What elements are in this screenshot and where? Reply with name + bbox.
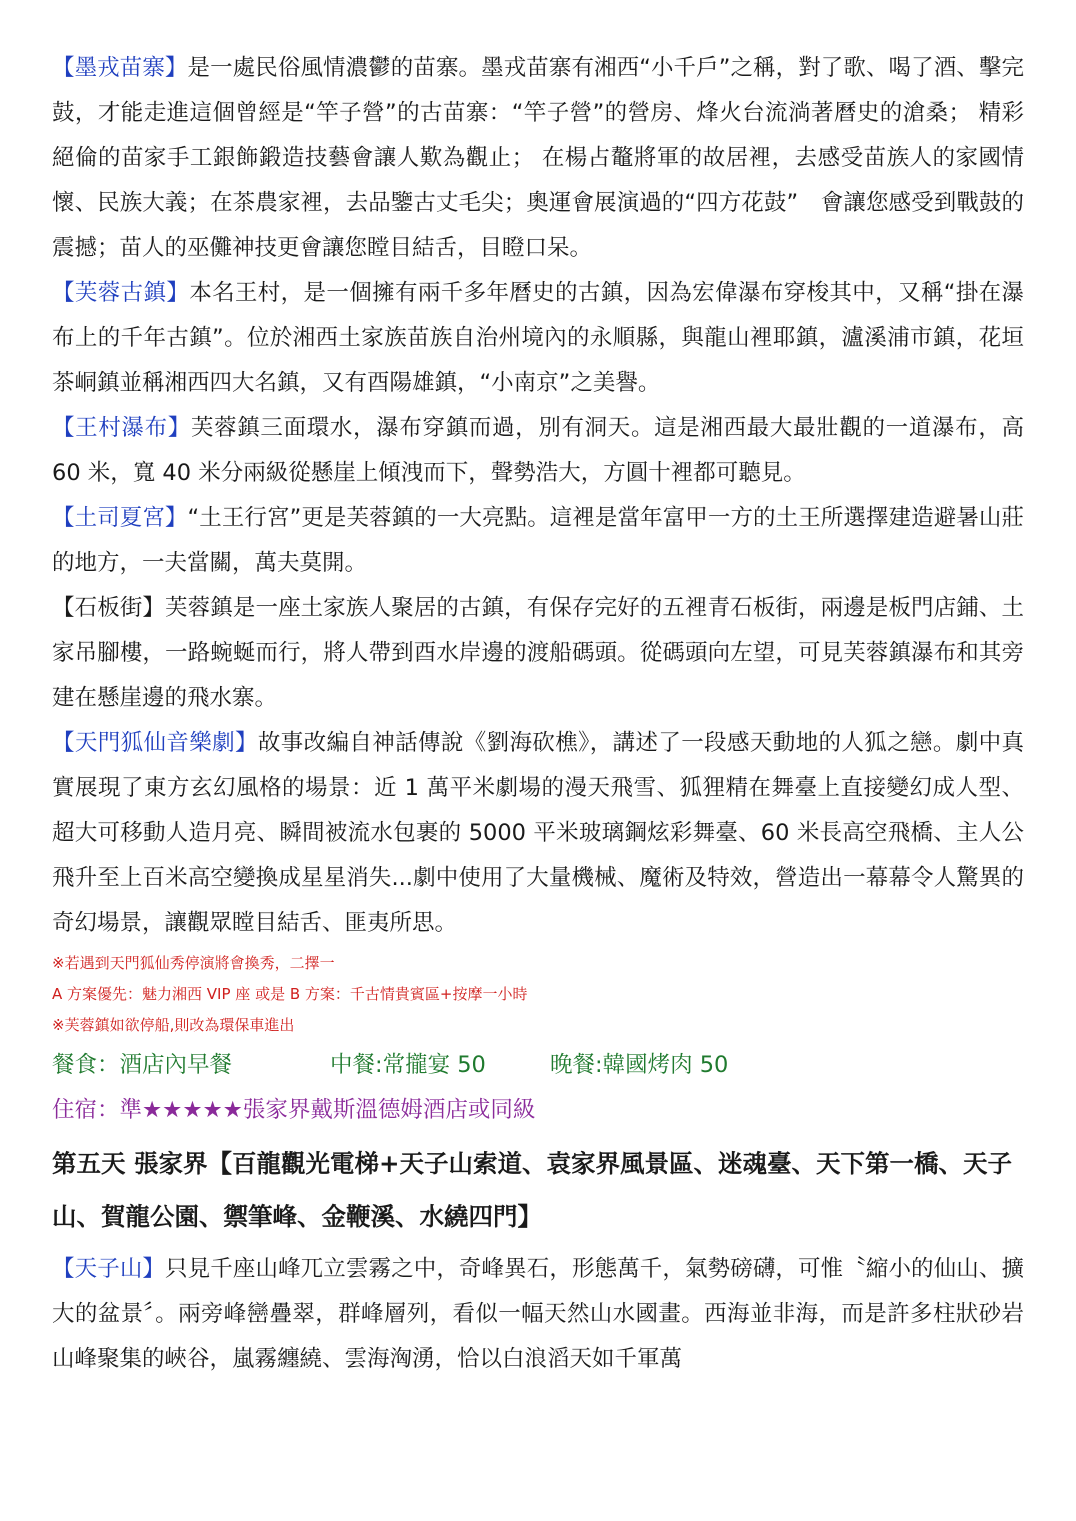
section-tag: 【天子山】 xyxy=(52,1256,166,1282)
section-tag: 【王村瀑布】 xyxy=(52,415,191,441)
paragraph-wangcun-waterfall xyxy=(52,406,1024,496)
paragraph-text: 芙蓉鎮三面環水，瀑布穿鎮而過，別有洞天。這是湘西最大最壯觀的一道瀑布，高 60 米，寬 40 米分兩級從懸崖上傾洩而下，聲勢浩大，方圓十裡都可聽見。 xyxy=(52,415,1024,486)
paragraph-text: 只見千座山峰兀立雲霧之中，奇峰異石，形態萬千，氣勢磅礴，可惟〝縮小的仙山、擴大的盆景〞。兩旁峰巒疊翠，群峰層列，看似一幅天然山水國畫。西海並非海，而是許多柱狀砂岩山峰聚集的峽谷，嵐霧纏繞、雲海洶湧，恰以白浪滔天如千軍萬 xyxy=(52,1256,1024,1372)
section-tag: 【石板街】 xyxy=(52,595,166,621)
paragraph-tusi-summer-palace xyxy=(52,496,1024,586)
paragraph-stone-street xyxy=(52,586,1024,721)
paragraph-text: 故事改編自神話傳說《劉海砍樵》，講述了一段感天動地的人狐之戀。劇中真實展現了東方玄幻風格的場景：近 1 萬平米劇場的漫天飛雪、狐狸精在舞臺上直接變幻成人型、超大可移動人造月亮、瞬間被流水包裹的 5000 平米玻璃鋼炫彩舞臺、60 米長高空飛橋、主人公飛升至上百米高空變換成星星消失...劇中使用了大量機械、魔術及特效，營造出一幕幕令人驚異的奇幻場景，讓觀眾瞠目結舌、匪夷所思。 xyxy=(52,730,1024,936)
paragraph-tianzi-mountain xyxy=(52,1247,1024,1382)
accommodation-line: 住宿：準★★★★★張家界戴斯溫德姆酒店或同級 xyxy=(52,1097,536,1123)
paragraph-text: “土王行宮”更是芙蓉鎮的一大亮點。這裡是當年富甲一方的土王所選擇建造避暑山莊的地方，一夫當關，萬夫莫開。 xyxy=(52,505,1024,576)
section-tag: 【芙蓉古鎮】 xyxy=(52,280,190,306)
notes xyxy=(52,948,1024,1041)
meal-lunch: 中餐:常攏宴 50 xyxy=(330,1052,486,1078)
section-tag: 【天門狐仙音樂劇】 xyxy=(52,730,258,756)
section-tag: 【土司夏宮】 xyxy=(52,505,188,531)
paragraph-text: 芙蓉鎮是一座土家族人聚居的古鎮，有保存完好的五裡青石板街，兩邊是板門店鋪、土家吊腳樓，一路蜿蜒而行，將人帶到酉水岸邊的渡船碼頭。從碼頭向左望，可見芙蓉鎮瀑布和其旁建在懸崖邊的飛水寨。 xyxy=(52,595,1024,711)
paragraph-text: 是一處民俗風情濃鬱的苗寨。墨戎苗寨有湘西“小千戶”之稱，對了歌、喝了酒、擊完鼓，才能走進這個曾經是“竿子營”的古苗寨：“竿子營”的營房、烽火台流淌著曆史的滄桑； 精彩絕倫的苗家手工銀飾鍛造技藝會讓人歎為觀止； 在楊占鼇將軍的故居裡，去感受苗族人的家國情懷、民族大義；在茶農家裡，去品鑒古丈毛尖；奧運會展演過的“四方花鼓” 會讓您感受到戰鼓的震撼；苗人的巫儺神技更會讓您瞠目結舌，目瞪口呆。 xyxy=(52,55,1024,261)
meals-line xyxy=(52,1043,1024,1087)
day-five-heading: 第五天 張家界【百龍觀光電梯+天子山索道、袁家界風景區、迷魂臺、天下第一橋、天子山、賀龍公園、禦筆峰、金鞭溪、水繞四門】 xyxy=(52,1149,1013,1231)
paragraph-moron-miao-village xyxy=(52,46,1024,271)
note-line: A 方案優先：魅力湘西 VIP 座 或是 B 方案：千古情貴賓區+按摩一小時 xyxy=(52,985,528,1003)
itinerary-page xyxy=(52,46,1024,1382)
meal-breakfast: 餐食：酒店內早餐 xyxy=(52,1052,233,1078)
paragraph-furong-town xyxy=(52,271,1024,406)
meal-dinner: 晚餐:韓國烤肉 50 xyxy=(550,1052,729,1078)
paragraph-tianmen-fox-musical xyxy=(52,721,1024,946)
note-line: ※芙蓉鎮如欲停船,則改為環保車進出 xyxy=(52,1016,295,1034)
note-line: ※若遇到天門狐仙秀停演將會換秀，二擇一 xyxy=(52,954,335,972)
paragraph-text: 本名王村，是一個擁有兩千多年曆史的古鎮，因為宏偉瀑布穿梭其中，又稱“掛在瀑布上的千年古鎮”。位於湘西土家族苗族自治州境內的永順縣，與龍山裡耶鎮，瀘溪浦市鎮，花垣茶峒鎮並稱湘西四大名鎮，又有酉陽雄鎮，“小南京”之美譽。 xyxy=(52,280,1024,396)
section-tag: 【墨戎苗寨】 xyxy=(52,55,188,81)
